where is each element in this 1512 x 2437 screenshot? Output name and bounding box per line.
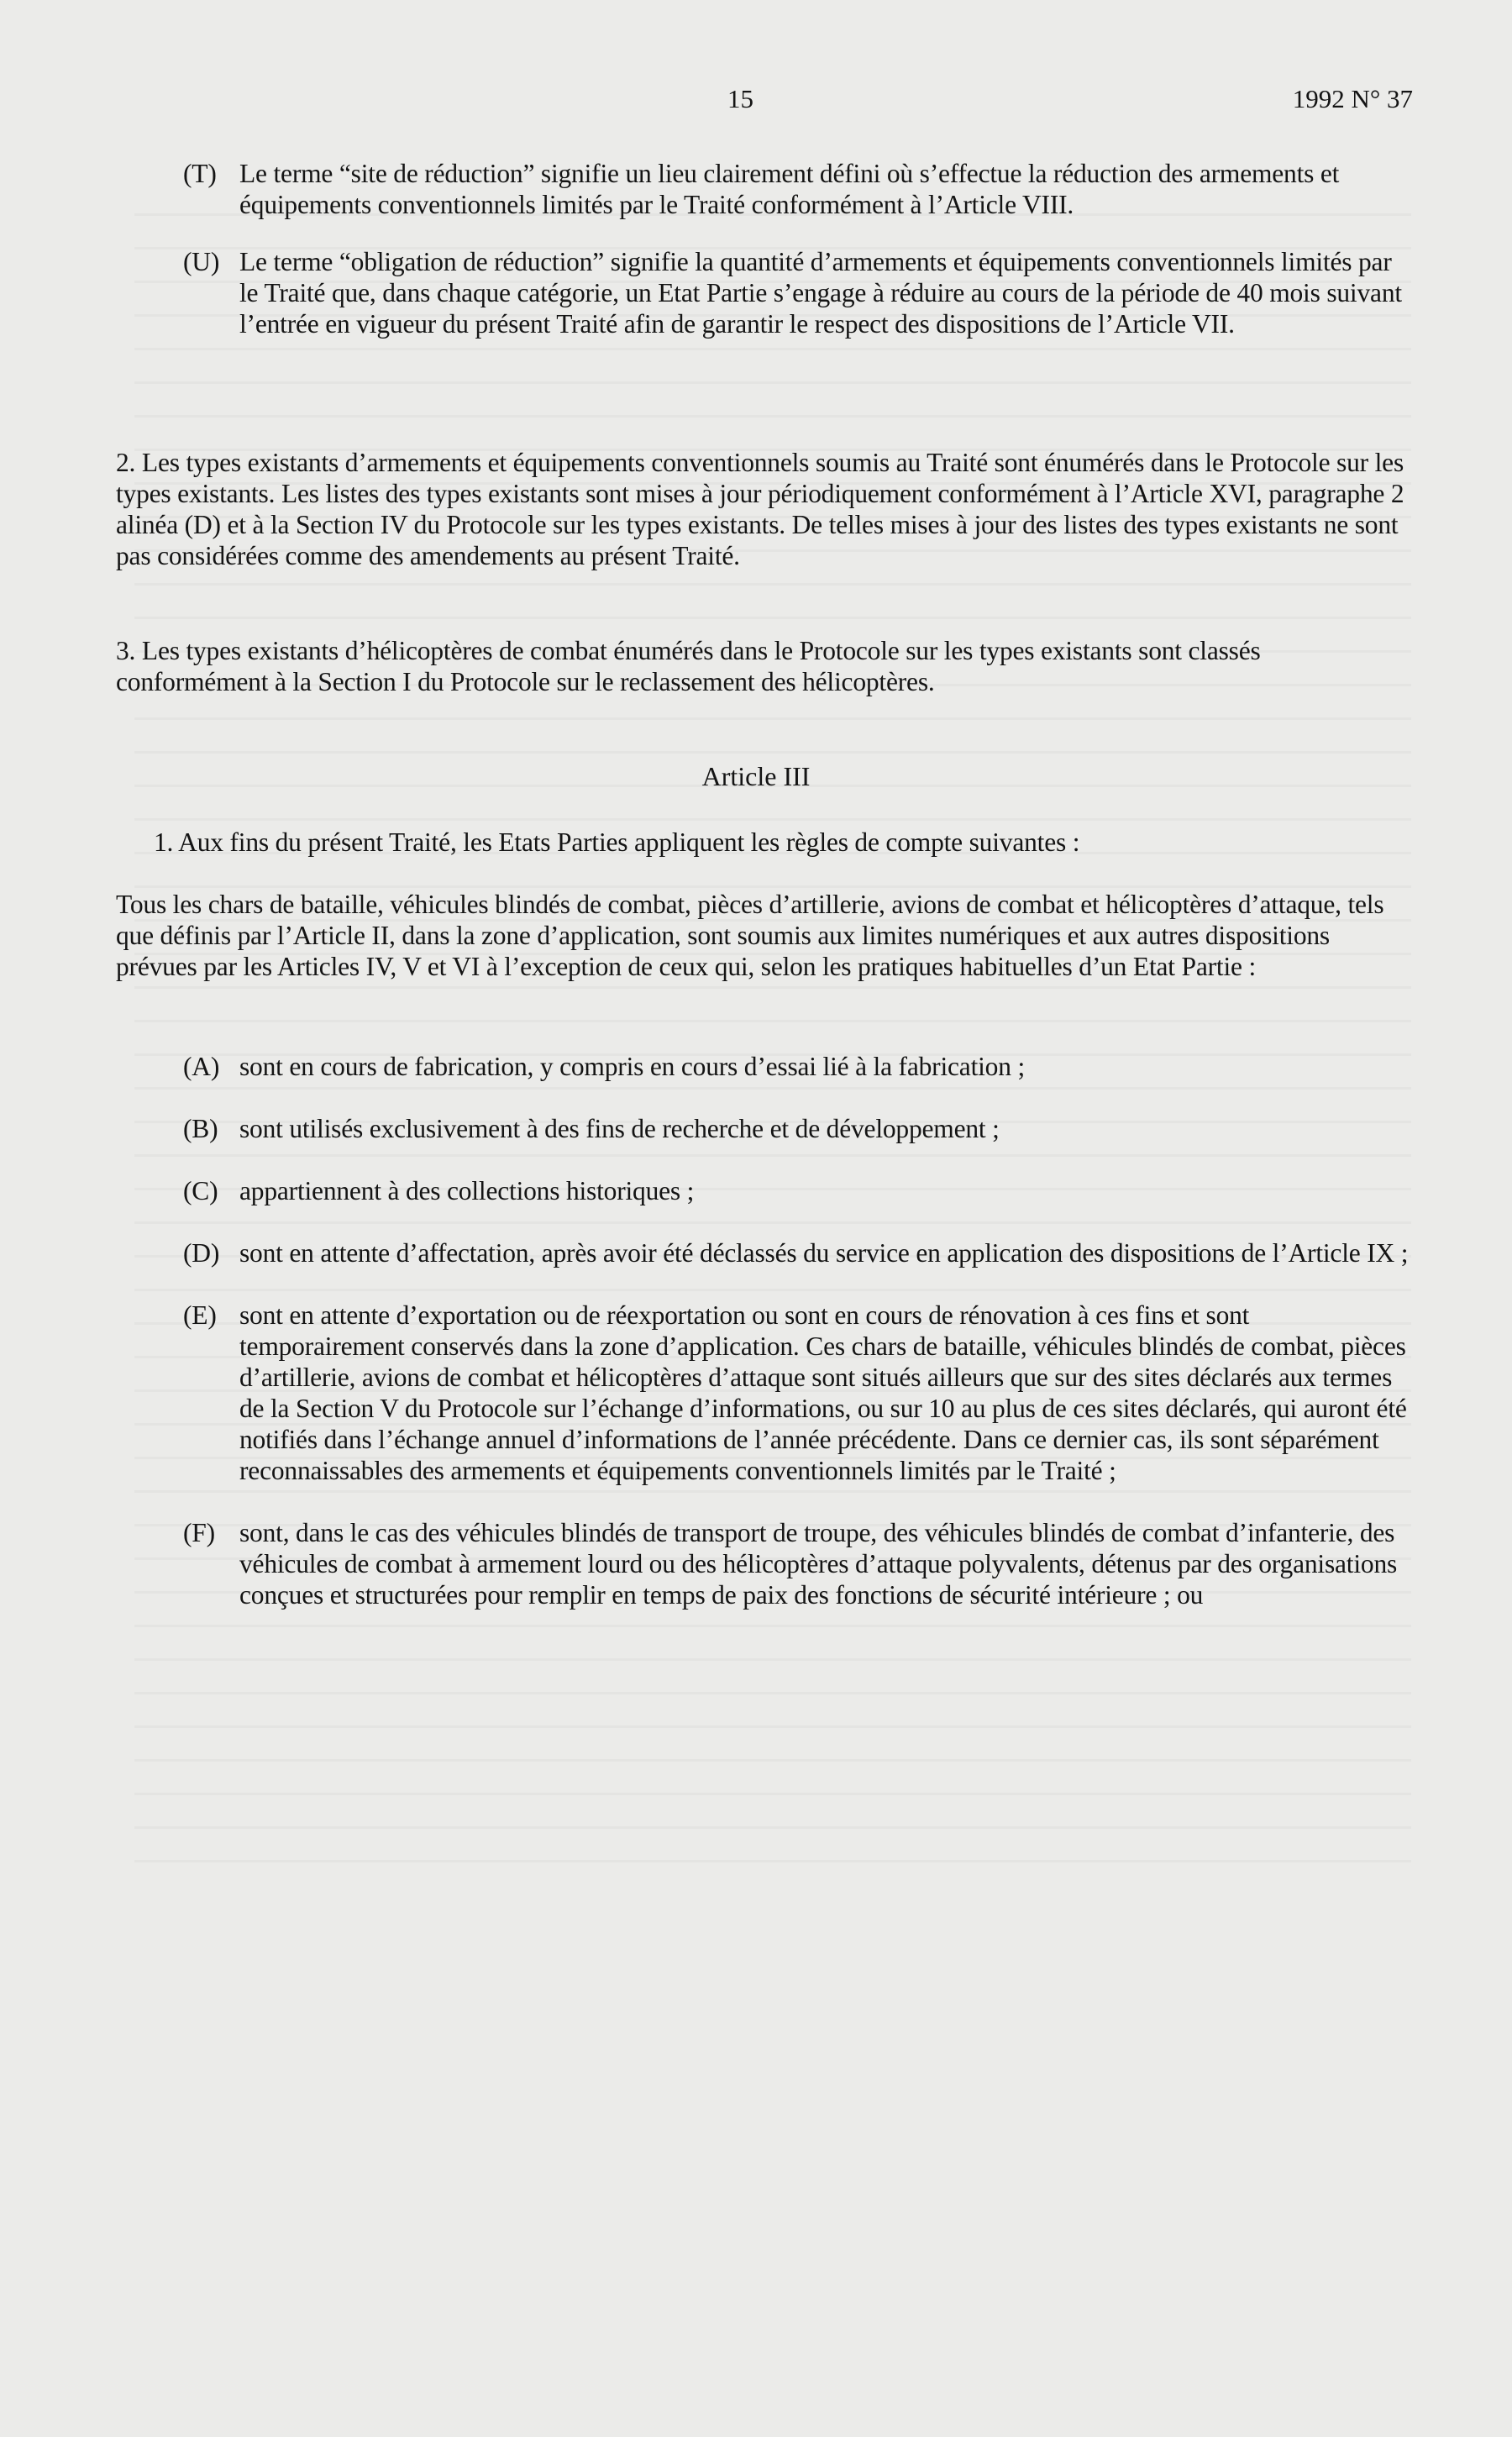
- exception-item-e: [183, 1300, 1410, 1486]
- exception-text: appartiennent à des collections historiques ;: [239, 1176, 695, 1205]
- exception-text: sont utilisés exclusivement à des fins de recherche et de développement ;: [239, 1114, 1000, 1143]
- exception-item-c: [183, 1175, 1410, 1206]
- exception-item-a: [183, 1051, 1410, 1082]
- exception-item-d: [183, 1237, 1410, 1268]
- definitions-block: [116, 158, 1410, 339]
- exception-item-b: [183, 1113, 1410, 1144]
- page-number: 15: [727, 84, 753, 113]
- exception-marker: (D): [183, 1238, 220, 1268]
- exception-marker: (B): [183, 1114, 218, 1143]
- article-intro: 1. Aux fins du présent Traité, les Etats Parties appliquent les règles de compte suivantes :: [154, 827, 1080, 857]
- exception-marker: (C): [183, 1176, 218, 1205]
- exception-text: sont en attente d’exportation ou de réexportation ou sont en cours de rénovation à ces fins et sont temporairement conservés dans la zone d’application. Ces chars de bataille, véhicules blindés de combat, pièces d’artillerie, avions de combat et hélicoptères d’attaque sont situés ailleurs que sur des sites déclarés aux termes de la Section V du Protocole sur l’échange d’informations, ou sur 10 au plus de ces sites déclarés, qui auront été notifiés dans l’échange annuel d’informations de l’année précédente. Dans ce dernier cas, ils sont séparément reconnaissables des armements et équipements conventionnels limités par le Traité ;: [239, 1300, 1407, 1485]
- exceptions-list: [116, 1051, 1410, 1610]
- paragraph-3: 3. Les types existants d’hélicoptères de combat énumérés dans le Protocole sur les types existants sont classés conformément à la Section I du Protocole sur le reclassement des hélicoptères.: [116, 636, 1261, 696]
- article-heading: Article III: [701, 761, 811, 791]
- document-reference: 1992 N° 37: [1292, 84, 1413, 113]
- exception-text: sont, dans le cas des véhicules blindés de transport de troupe, des véhicules blindés de combat d’infanterie, des véhicules de combat à armement lourd ou des hélicoptères d’attaque polyvalents, détenus par des organisations conçues et structurées pour remplir en temps de paix des fonctions de sécurité intérieure ; ou: [239, 1518, 1398, 1610]
- definition-text: Le terme “site de réduction” signifie un lieu clairement défini où s’effectue la réduction des armements et équipements conventionnels limités par le Traité conformément à l’Article VIII.: [239, 159, 1340, 219]
- exception-item-f: [183, 1517, 1410, 1610]
- exception-text: sont en attente d’affectation, après avoir été déclassés du service en application des dispositions de l’Article IX ;: [239, 1238, 1409, 1268]
- exception-marker: (E): [183, 1300, 217, 1330]
- exception-marker: (A): [183, 1052, 220, 1081]
- definition-t: [183, 158, 1410, 220]
- definition-u: [183, 246, 1410, 339]
- article-body: Tous les chars de bataille, véhicules blindés de combat, pièces d’artillerie, avions de combat et hélicoptères d’attaque, tels que définis par l’Article II, dans la zone d’application, sont soumis aux limites numériques et aux autres dispositions prévues par les Articles IV, V et VI à l’exception de ceux qui, selon les pratiques habituelles d’un Etat Partie :: [116, 890, 1384, 981]
- definition-text: Le terme “obligation de réduction” signifie la quantité d’armements et équipements conventionnels limités par le Traité que, dans chaque catégorie, un Etat Partie s’engage à réduire au cours de la période de 40 mois suivant l’entrée en vigueur du présent Traité afin de garantir le respect des dispositions de l’Article VII.: [239, 247, 1402, 339]
- exception-marker: (F): [183, 1518, 215, 1547]
- paragraph-2: 2. Les types existants d’armements et équipements conventionnels soumis au Traité sont énumérés dans le Protocole sur les types existants. Les listes des types existants sont mises à jour périodiquement conformément à l’Article XVI, paragraphe 2 alinéa (D) et à la Section IV du Protocole sur les types existants. De telles mises à jour des listes des types existants ne sont pas considérées comme des amendements au présent Traité.: [116, 448, 1404, 570]
- definition-marker: (U): [183, 247, 220, 276]
- definition-marker: (T): [183, 159, 217, 188]
- exception-text: sont en cours de fabrication, y compris en cours d’essai lié à la fabrication ;: [239, 1052, 1025, 1081]
